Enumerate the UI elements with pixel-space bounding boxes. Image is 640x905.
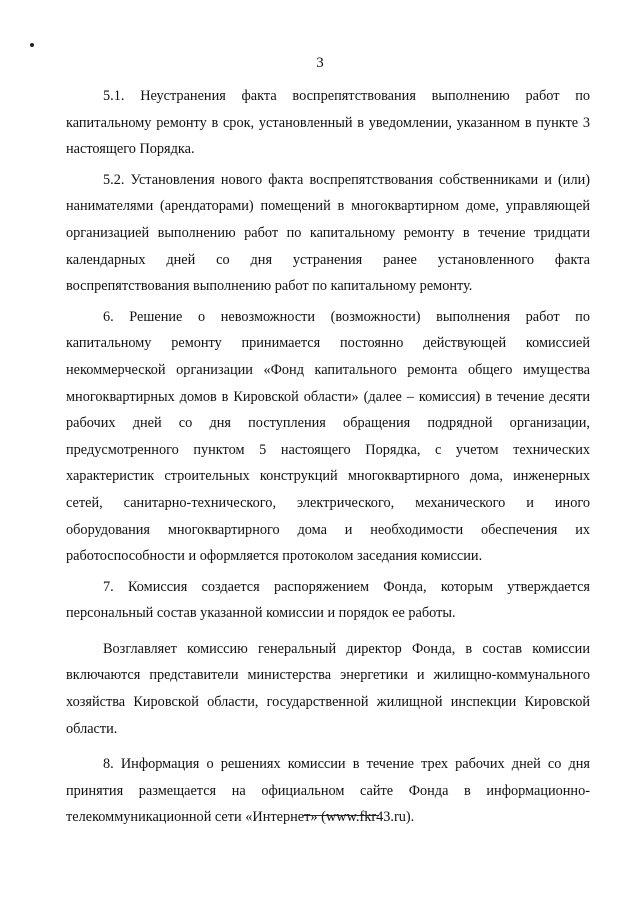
paragraph-7: 7. Комиссия создается распоряжением Фонда, которым утверждается персональный состав указанной комиссии и порядок ее работы. — [66, 578, 590, 622]
scan-speck — [30, 43, 34, 47]
paragraph-8: 8. Информация о решениях комиссии в течение трех рабочих дней со дня принятия размещается на официальном сайте Фонда в информационно-телекоммуникационной сети «Интернет» (www.fkr43.ru). — [66, 756, 590, 826]
paragraph-7-chair: Возглавляет комиссию генеральный директор Фонда, в состав комиссии включаются представители министерства энергетики и жилищно-коммунального хозяйства Кировской области, государственной жилищной инспекции Кировской области. — [66, 640, 590, 737]
paragraph-6: 6. Решение о невозможности (возможности) выполнения работ по капитальному ремонту принимается постоянно действующей комиссией некоммерческой организации «Фонд капитального ремонта общего имущества многоквартирных домов в Кировской области» (далее – комиссия) в течение десяти рабочих дней со дня поступления обращения подрядной организации, предусмотренного пунктом 5 настоящего Порядка, с учетом технических характеристик строительных конструкций многоквартирного дома, инженерных сетей, санитарно-технического, электрического, механического и иного оборудования многоквартирного дома и необходимости обеспечения их работоспособности и оформляется протоколом заседания комиссии. — [66, 308, 590, 565]
document-body — [66, 83, 590, 831]
paragraph-5-1: 5.1. Неустранения факта воспрепятствования выполнению работ по капитальному ремонту в срок, установленный в уведомлении, указанном в пункте 3 настоящего Порядка. — [66, 88, 590, 158]
page-number: 3 — [316, 55, 324, 71]
paragraph-5-2: 5.2. Установления нового факта воспрепятствования собственниками и (или) нанимателями (арендаторами) помещений в многоквартирном доме, управляющей организацией выполнению работ по капитальному ремонту в течение тридцати календарных дней со дня устранения ранее установленного факта воспрепятствования выполнению работ по капитальному ремонту. — [66, 171, 590, 295]
end-rule-divider — [303, 815, 379, 816]
